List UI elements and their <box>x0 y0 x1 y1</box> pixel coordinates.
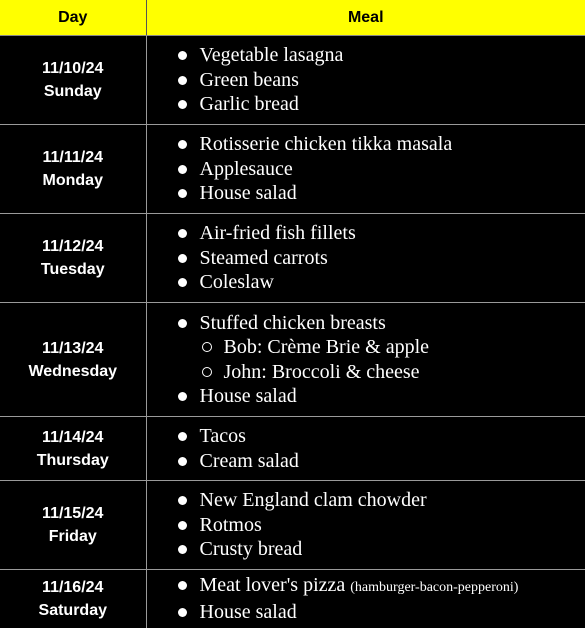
sub-list-item: Bob: Crème Brie & apple <box>224 335 585 360</box>
list-item: Applesauce <box>200 157 585 182</box>
meal-list <box>147 424 585 473</box>
day-cell <box>0 303 146 417</box>
list-item: House salad <box>200 384 585 409</box>
list-item: Garlic bread <box>200 92 585 117</box>
meal-cell <box>146 214 585 303</box>
list-item: Green beans <box>200 68 585 93</box>
list-item: House salad <box>200 600 585 625</box>
list-item-label: Meat lover's pizza <box>200 574 346 596</box>
day-cell <box>0 570 146 628</box>
meal-cell <box>146 303 585 417</box>
table-row <box>0 214 585 303</box>
date-label: 11/10/24 <box>0 57 146 80</box>
date-label: 11/16/24 <box>0 576 146 599</box>
weekday-label: Sunday <box>0 80 146 103</box>
list-item: New England clam chowder <box>200 488 585 513</box>
table-row <box>0 36 585 125</box>
list-item: Steamed carrots <box>200 246 585 271</box>
table-row <box>0 481 585 570</box>
list-item: Crusty bread <box>200 537 585 562</box>
date-label: 11/15/24 <box>0 502 146 525</box>
date-label: 11/13/24 <box>0 337 146 360</box>
weekday-label: Tuesday <box>0 258 146 281</box>
weekday-label: Monday <box>0 169 146 192</box>
list-item <box>200 311 585 385</box>
list-item: Coleslaw <box>200 270 585 295</box>
meal-list <box>147 221 585 295</box>
day-cell <box>0 36 146 125</box>
table-row <box>0 417 585 481</box>
weekday-label: Wednesday <box>0 360 146 383</box>
meal-cell <box>146 570 585 628</box>
list-item-label: Stuffed chicken breasts <box>200 312 386 334</box>
day-cell <box>0 214 146 303</box>
day-cell <box>0 125 146 214</box>
meal-list <box>147 311 585 409</box>
list-item: Cream salad <box>200 449 585 474</box>
table-row <box>0 570 585 628</box>
list-item: Tacos <box>200 424 585 449</box>
meal-list <box>147 488 585 562</box>
meal-cell <box>146 481 585 570</box>
sub-list <box>200 335 585 384</box>
sub-list-item: John: Broccoli & cheese <box>224 360 585 385</box>
day-column-header: Day <box>0 0 146 36</box>
list-item: Rotmos <box>200 513 585 538</box>
table-row <box>0 303 585 417</box>
list-item: Air-fried fish fillets <box>200 221 585 246</box>
list-item: Vegetable lasagna <box>200 43 585 68</box>
date-label: 11/12/24 <box>0 235 146 258</box>
table-row <box>0 125 585 214</box>
meal-cell <box>146 36 585 125</box>
meal-column-header: Meal <box>146 0 585 36</box>
day-cell <box>0 417 146 481</box>
date-label: 11/14/24 <box>0 426 146 449</box>
meal-list <box>147 43 585 117</box>
date-label: 11/11/24 <box>0 146 146 169</box>
weekday-label: Thursday <box>0 449 146 472</box>
meal-cell <box>146 125 585 214</box>
day-cell <box>0 481 146 570</box>
header-row <box>0 0 585 36</box>
weekday-label: Friday <box>0 525 146 548</box>
list-item: House salad <box>200 181 585 206</box>
pizza-note: (hamburger-bacon-pepperoni) <box>350 580 518 595</box>
meal-list <box>147 573 585 625</box>
list-item: Rotisserie chicken tikka masala <box>200 132 585 157</box>
meal-cell <box>146 417 585 481</box>
weekday-label: Saturday <box>0 599 146 622</box>
list-item <box>200 573 585 601</box>
meal-list <box>147 132 585 206</box>
